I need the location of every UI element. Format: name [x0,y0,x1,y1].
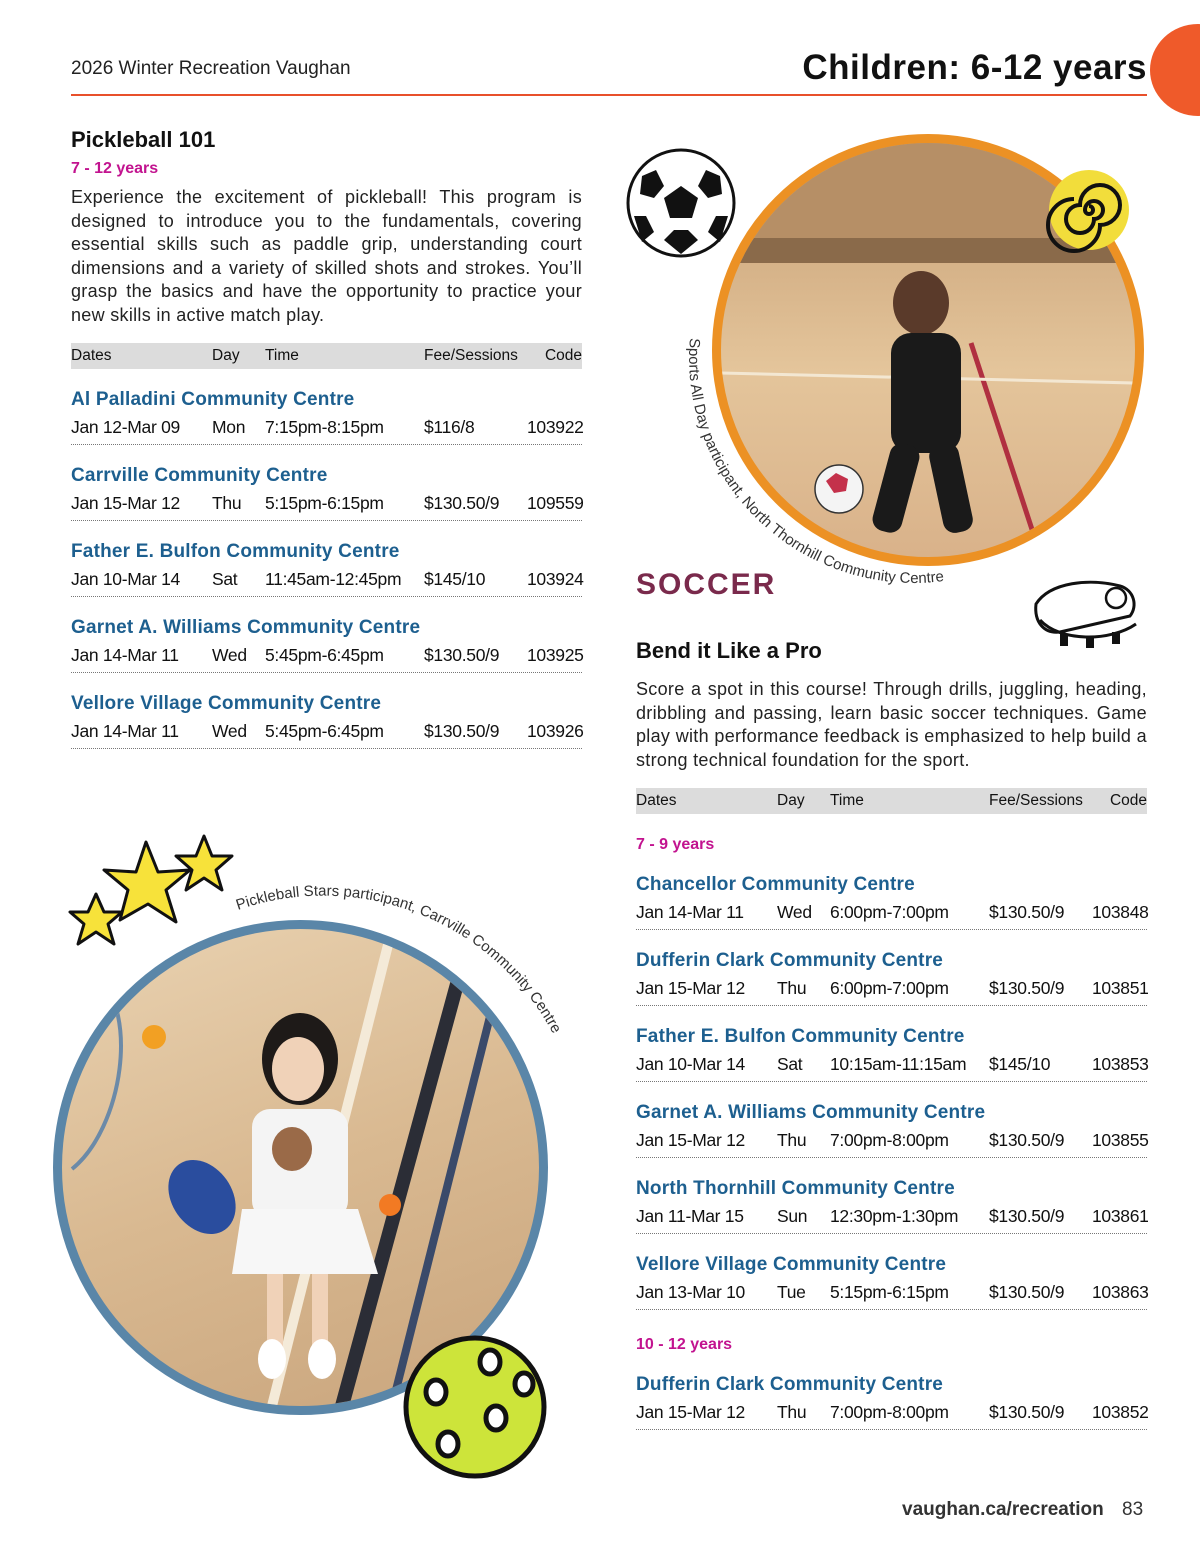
col-time: Time [830,792,864,809]
cell-time: 7:00pm-8:00pm [830,1130,949,1150]
location-name: Garnet A. Williams Community Centre [636,1102,986,1123]
program-description: Experience the excitement of pickleball! This program is designed to introduce you to the fundamentals, covering essential skills such as paddle grip, understanding court dimensions and a variety of skilled shots and strokes. You’ll grasp the basics and have the opportunity to practice your new skills in active match play. [71,187,582,325]
age-group-heading: 10 - 12 years [636,1336,733,1353]
location-name: Vellore Village Community Centre [636,1254,947,1275]
cell-time: 7:15pm-8:15pm [265,417,384,437]
cell-code: 103852 [1092,1402,1149,1422]
cell-fee: $130.50/9 [424,493,500,513]
location-name: Al Palladini Community Centre [71,389,355,410]
cell-fee: $130.50/9 [989,1402,1065,1422]
cell-day: Thu [777,1402,807,1422]
table-row [636,1200,1147,1234]
cell-dates: Jan 10-Mar 14 [636,1054,745,1074]
pickleball-locations [71,389,582,749]
section-heading: Children: 6-12 years [802,48,1147,87]
cell-code: 103861 [1092,1206,1149,1226]
col-code: Code [1109,792,1147,809]
location-name: Vellore Village Community Centre [71,693,382,714]
cell-code: 103853 [1092,1054,1149,1074]
cell-fee: $130.50/9 [989,978,1065,998]
location-name: Carrville Community Centre [71,465,328,486]
table-row [636,1124,1147,1158]
cell-code: 103922 [527,417,584,437]
cell-day: Tue [777,1282,806,1302]
cell-time: 6:00pm-7:00pm [830,902,949,922]
location-name: Father E. Bulfon Community Centre [71,541,400,562]
cell-dates: Jan 14-Mar 11 [71,645,179,665]
location-name: Dufferin Clark Community Centre [636,950,944,971]
cell-fee: $130.50/9 [989,902,1065,922]
cell-fee: $130.50/9 [989,1206,1065,1226]
cell-time: 5:45pm-6:45pm [265,721,384,741]
col-fee: Fee/Sessions [989,792,1083,809]
cell-dates: Jan 15-Mar 12 [636,978,745,998]
pickleball-icon [400,1332,550,1482]
cell-day: Wed [777,902,812,922]
cell-fee: $130.50/9 [989,1130,1065,1150]
cell-time: 12:30pm-1:30pm [830,1206,959,1226]
col-day: Day [777,792,805,809]
cell-code: 103926 [527,721,584,741]
cell-day: Wed [212,645,247,665]
soccer-section-title: SOCCER [636,568,777,601]
cell-time: 7:00pm-8:00pm [830,1402,949,1422]
table-header [636,788,1147,814]
cell-code: 103924 [527,569,584,589]
cell-day: Sat [212,569,238,589]
age-range: 7 - 12 years [71,160,159,177]
cell-dates: Jan 14-Mar 11 [636,902,744,922]
page-number: 83 [1122,1499,1144,1520]
cell-day: Thu [777,978,807,998]
program-title: Bend it Like a Pro [636,638,822,663]
spiral-icon [1045,166,1133,254]
cell-fee: $130.50/9 [424,721,500,741]
cell-fee: $145/10 [424,569,486,589]
col-day: Day [212,347,240,364]
cell-dates: Jan 11-Mar 15 [636,1206,744,1226]
cell-time: 11:45am-12:45pm [265,569,402,589]
pickleball-photo-caption [230,882,610,1142]
location-name: Chancellor Community Centre [636,874,915,895]
cell-time: 5:15pm-6:15pm [830,1282,949,1302]
table-row [636,896,1147,930]
pickleball-caption-text: Pickleball Stars participant, Carrville Community Centre [233,882,565,1037]
cell-day: Thu [777,1130,807,1150]
pickleball-program [71,127,582,749]
col-dates: Dates [71,347,112,364]
corner-tab [1150,24,1200,116]
table-row [636,1396,1147,1430]
cell-day: Sun [777,1206,808,1226]
location-name: Father E. Bulfon Community Centre [636,1026,965,1047]
table-row [636,972,1147,1006]
soccer-program [636,638,1147,1430]
table-header [71,343,582,369]
location-name: Garnet A. Williams Community Centre [71,617,421,638]
age-group-heading: 7 - 9 years [636,836,715,853]
cell-dates: Jan 13-Mar 10 [636,1282,745,1302]
cell-day: Sat [777,1054,803,1074]
col-fee: Fee/Sessions [424,347,518,364]
cell-code: 103863 [1092,1282,1149,1302]
table-row [71,563,582,597]
footer-url[interactable]: vaughan.ca/recreation [902,1499,1104,1520]
cell-day: Mon [212,417,246,437]
table-row [636,1276,1147,1310]
cell-day: Wed [212,721,247,741]
program-description: Score a spot in this course! Through drills, juggling, heading, dribbling and passing, learn basic soccer techniques. Game play with performance feedback is emphasized to help build a strong technical foundation for the sport. [636,679,1147,770]
table-row [71,411,582,445]
program-title: Pickleball 101 [71,127,216,152]
location-name: Dufferin Clark Community Centre [636,1374,944,1395]
cell-dates: Jan 14-Mar 11 [71,721,179,741]
publication-title: 2026 Winter Recreation Vaughan [71,58,351,79]
cell-dates: Jan 15-Mar 12 [71,493,180,513]
cell-time: 10:15am-11:15am [830,1054,967,1074]
cell-time: 5:45pm-6:45pm [265,645,384,665]
soccer-caption-text: Sports All Day participant, North Thornhill Community Centre [685,337,945,587]
col-dates: Dates [636,792,677,809]
soccer-locations-10-12 [636,1374,1147,1430]
header-divider [71,94,1147,96]
table-row [71,487,582,521]
col-time: Time [265,347,299,364]
cell-dates: Jan 15-Mar 12 [636,1402,745,1422]
svg-text:Sports All Day participant, No [685,338,945,587]
cell-fee: $130.50/9 [989,1282,1065,1302]
cell-code: 103925 [527,645,584,665]
cell-day: Thu [212,493,242,513]
svg-text:Pickleball Stars participant, [234,883,565,1036]
cell-time: 6:00pm-7:00pm [830,978,949,998]
table-row [71,639,582,673]
cell-fee: $116/8 [424,417,475,437]
cell-fee: $130.50/9 [424,645,500,665]
cell-dates: Jan 10-Mar 14 [71,569,180,589]
table-row [71,715,582,749]
col-code: Code [544,347,582,364]
table-row [636,1048,1147,1082]
location-name: North Thornhill Community Centre [636,1178,955,1199]
cell-time: 5:15pm-6:15pm [265,493,384,513]
soccer-locations-7-9 [636,874,1147,1310]
cell-code: 109559 [527,493,584,513]
soccer-ball-icon [624,146,738,260]
cell-fee: $145/10 [989,1054,1051,1074]
cell-code: 103848 [1092,902,1149,922]
cell-code: 103855 [1092,1130,1149,1150]
cell-code: 103851 [1092,978,1149,998]
cell-dates: Jan 15-Mar 12 [636,1130,745,1150]
soccer-photo-caption [640,330,1040,590]
cell-dates: Jan 12-Mar 09 [71,417,180,437]
